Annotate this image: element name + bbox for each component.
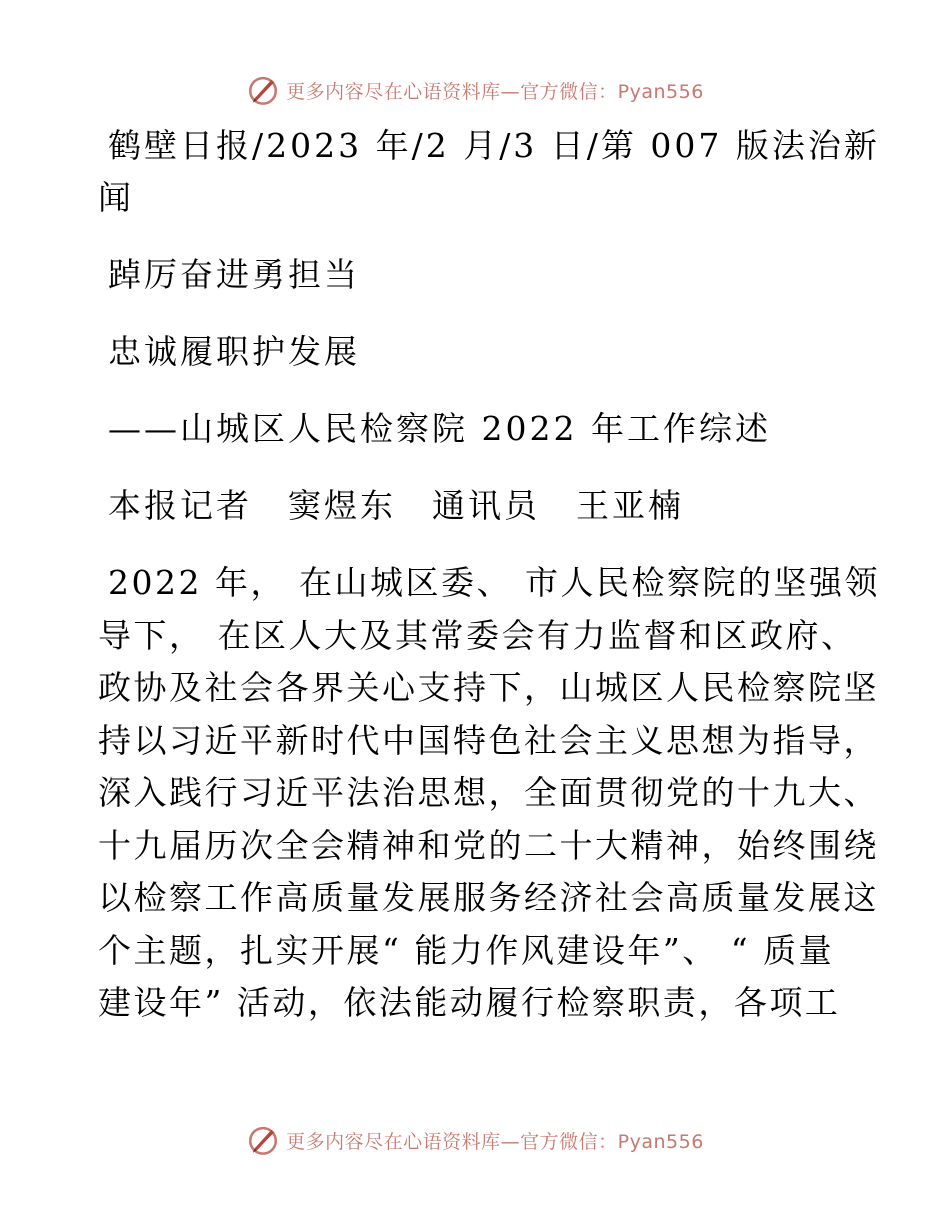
article (98, 120, 880, 1030)
watermark-text: 更多内容尽在心语资料库—官方微信：Pyan556 (286, 1130, 704, 1153)
body-line: 2022 年， 在山城区委、 市人民检察院的坚强领 (108, 563, 880, 602)
body-line: 以检察工作高质量发展服务经济社会高质量发展这 (98, 878, 879, 917)
header-source-line-continued: 闻 (98, 178, 134, 217)
article-subtitle: ——山城区人民检察院 2022 年工作综述 (108, 409, 771, 448)
body-line: 建设年” 活动，依法能动履行检察职责，各项工 (98, 983, 841, 1022)
article-body-paragraph (98, 557, 880, 1030)
article-byline: 本报记者 窦煜东 通讯员 王亚楠 (108, 486, 684, 525)
quill-logo-icon (246, 73, 280, 107)
watermark-bottom (0, 1120, 950, 1160)
body-line: 个主题，扎实开展“ 能力作风建设年”、 “ 质量 (98, 930, 835, 970)
body-line: 持以习近平新时代中国特色社会主义思想为指导， (98, 720, 879, 760)
watermark-top (0, 70, 950, 110)
quill-logo-icon (246, 1123, 280, 1157)
header-source-line: 鹤壁日报/2023 年/2 月/3 日/第 007 版法治新 (108, 126, 880, 165)
article-title-line-2: 忠诚履职护发展 (108, 332, 360, 371)
article-title-line-1: 踔厉奋进勇担当 (108, 255, 360, 294)
watermark-text: 更多内容尽在心语资料库—官方微信：Pyan556 (286, 80, 704, 103)
body-line: 政协及社会各界关心支持下，山城区人民检察院坚 (98, 668, 879, 707)
body-line: 十九届历次全会精神和党的二十大精神，始终围绕 (98, 825, 879, 865)
body-line: 导下， 在区人大及其常委会有力监督和区政府、 (98, 615, 857, 655)
body-line: 深入践行习近平法治思想，全面贯彻党的十九大、 (98, 773, 879, 812)
